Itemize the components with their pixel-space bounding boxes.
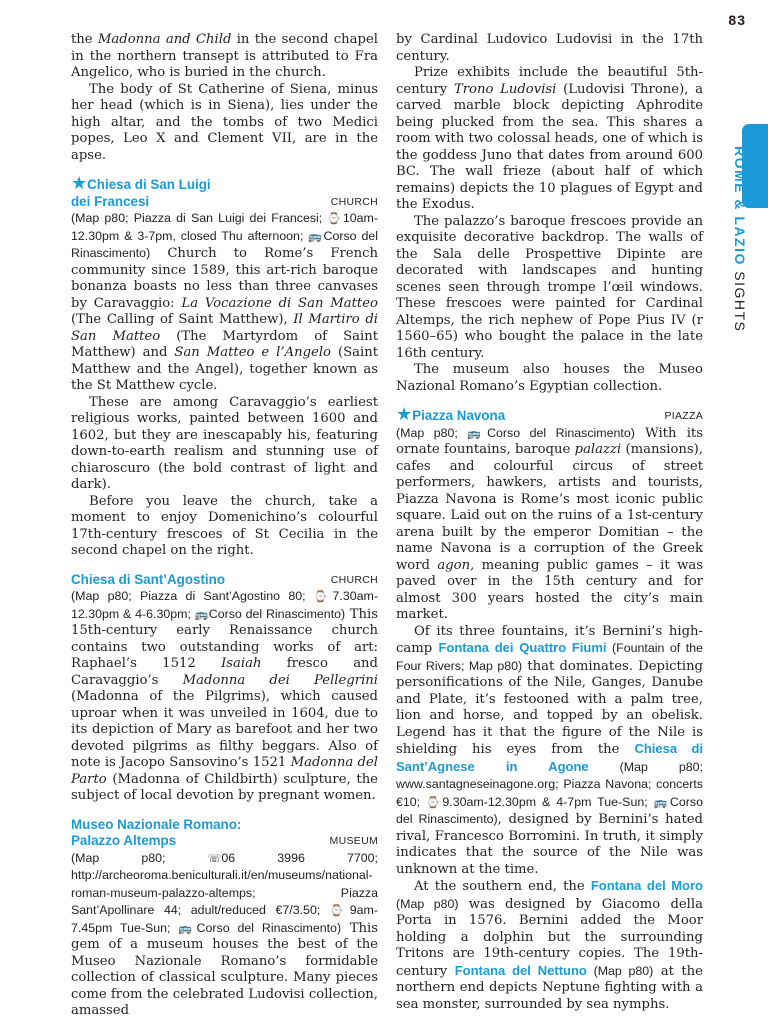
page-number: 83 (728, 12, 746, 28)
section-title: SIGHTS (732, 271, 748, 333)
entry-type: PIAZZA (664, 410, 703, 422)
paragraph: the Madonna and Child in the second chapel in the northern transept is attributed to Fra Angelico, who is buried in the church. (71, 32, 378, 80)
star-icon: ★ (396, 404, 413, 424)
paragraph: Before you leave the church, take a moment to enjoy Domenichino’s colourful 17th-century frescoes of St Cecilia in the second chapel on the right. (71, 493, 378, 558)
clock-icon: ⌚ (313, 591, 333, 603)
highlight-sant-agnese: Chiesa di Sant’Agnese in Agone (396, 741, 704, 774)
chapter-title: ROME & LAZIO (732, 146, 748, 266)
entry-type: MUSEUM (329, 835, 378, 847)
chapter-side-label (730, 146, 750, 333)
paragraph: The museum also houses the Museo Nazional Romano’s Egyptian collection. (396, 362, 703, 394)
clock-icon: ⌚ (426, 796, 443, 809)
entry-body: (Map p80; ☏06 3996 7700; http://archeoroma.beniculturali.it/en/museums/national-roman-museum-palazzo-altemps; Piazza Sant’Apollinare 44; adult/reduced €7/3.50; ⌚9am-7.45pm Tue-Sun; 🚌Corso del Rinascimento) This gem of a museum houses the best of the Museo Nazionale Romano’s formidable collection of classical sculpture. Many pieces come from the celebrated Ludovisi collection, amassed (71, 850, 379, 1018)
entry-heading-piazza-navona: ★Piazza Navona PIAZZA (396, 404, 703, 424)
clock-icon: ⌚ (329, 905, 350, 917)
left-column (71, 32, 378, 1020)
paragraph: These are among Caravaggio’s earliest religious works, painted between 1600 and 1602, but they are inescapably his, featuring down-to-earth realism and stunning use of chiaroscuro (the bold contrast of light and dark). (71, 394, 378, 492)
paragraph: Prize exhibits include the beautiful 5th-century Trono Ludovisi (Ludovisi Throne), a carved marble block depicting Aphrodite being plucked from the sea. This shares a room with two colossal heads, one of which is the goddess Juno that dates from around 600 BC. The wall frieze (about half of which remains) depicts the 10 plagues of Egypt and the Exodus. (396, 65, 703, 212)
highlight-fontana-del-nettuno: Fontana del Nettuno (454, 962, 587, 978)
paragraph: by Cardinal Ludovico Ludovisi in the 17th century. (396, 32, 703, 64)
bus-icon: 🚌 (194, 608, 209, 621)
entry-body: (Map p80; Piazza di Sant’Agostino 80; ⌚7.30am-12.30pm & 4-6.30pm; 🚌Corso del Rinascimento) This 15th-century early Renaissance church contains two outstanding works of art: Raphael’s 1512 Isaiah fresco and Caravaggio’s Madonna dei Pellegrini (Madonna of the Pilgrims), which caused uproar when it was unveiled in 1604, due to its depiction of Mary as barefoot and her two devoted pilgrims as filthy beggars. Also of note is Jacopo Sansovino’s 1521 Madonna del Parto (Madonna of Childbirth) sculpture, the subject of local devotion by pregnant women. (71, 589, 378, 803)
paragraph: Of its three fountains, it’s Bernini’s high-camp Fontana dei Quattro Fiumi (Fountain of the Four Rivers; Map p80) that dominates. Depicting personifications of the Nile, Ganges, Danube and Plate, it’s festooned with a palm tree, lion and horse, and topped by an obelisk. Legend has it that the figure of the Nile is shielding his eyes from the Chiesa di Sant’Agnese in Agone (Map p80; www.santagneseinagone.org; Piazza Navona; concerts €10; ⌚9.30am-12.30pm & 4-7pm Tue-Sun; 🚌Corso del Rinascimento), designed by Bernini’s hated rival, Francesco Borromini. In truth, it simply indicates that the source of the Nile was unknown at the time. (396, 623, 704, 877)
entry-heading-palazzo-altemps: Museo Nazionale Romano: Palazzo Altemps MUSEUM (71, 816, 378, 848)
star-icon: ★ (71, 173, 88, 193)
entry-type: CHURCH (330, 195, 378, 208)
entry-heading-san-luigi: ★Chiesa di San Luigi dei Francesi CHURCH (71, 173, 378, 209)
highlight-fontana-del-moro: Fontana del Moro (590, 878, 703, 893)
paragraph: At the southern end, the Fontana del Moro (Map p80) was designed by Giacomo della Porta in 1576. Bernini added the Moor holding a dolphin but the surrounding Tritons are 19th-century copies. The 19th-century Fontana del Nettuno (Map p80) at the northern end depicts Neptune fighting with a sea monster, surrounded by sea nymphs. (396, 878, 703, 1012)
entry-type: CHURCH (330, 573, 378, 586)
entry-heading-sant-agostino: Chiesa di Sant’Agostino CHURCH (71, 571, 378, 587)
entry-body: (Map p80; 🚌Corso del Rinascimento) With its ornate fountains, baroque palazzi (mansions), cafes and colourful circus of street performers, hawkers, artists and tourists, Piazza Navona is Rome’s most iconic public square. Laid out on the ruins of a 1st-century arena built by the emperor Domitian – the name Navona is a corruption of the Greek word agon, meaning public games – it was paved over in the 15th century and for almost 300 years hosted the city’s main market. (396, 425, 703, 622)
bus-icon: 🚌 (467, 427, 488, 440)
bus-icon: 🚌 (308, 230, 324, 243)
paragraph: The body of St Catherine of Siena, minus her head (which is in Siena), lies under the high altar, and the tombs of two Medici popes, Leo X and Clement VII, are in the apse. (71, 81, 378, 163)
bus-icon: 🚌 (178, 922, 197, 935)
entry-body: (Map p80; Piazza di San Luigi dei Francesi; ⌚10am-12.30pm & 3-7pm, closed Thu afternoon; 🚌Corso del Rinascimento) Church to Rome’s French community since 1589, this art-rich baroque bonanza boasts no less than three canvases by Caravaggio: La Vocazione di San Matteo (The Calling of Saint Matthew), Il Martiro di San Matteo (The Martyrdom of Saint Matthew) and San Matteo e l’Angelo (Saint Matthew and the Angel), together known as the St Matthew cycle. (71, 211, 379, 393)
right-column (396, 32, 703, 1013)
phone-icon: ☏ (207, 852, 222, 865)
bus-icon: 🚌 (653, 796, 670, 809)
paragraph: The palazzo’s baroque frescoes provide an exquisite decorative backdrop. The walls of the Sala delle Prospettive Dipinte are decorated with landscapes and hunting scenes seen through trompe l’œil windows. These frescoes were painted for Cardinal Altemps, the rich nephew of Pope Pius IV (r 1560–65) who bought the palace in the late 16th century. (396, 213, 703, 361)
highlight-fontana-quattro-fiumi: Fontana dei Quattro Fiumi (438, 640, 607, 655)
clock-icon: ⌚ (327, 213, 343, 225)
